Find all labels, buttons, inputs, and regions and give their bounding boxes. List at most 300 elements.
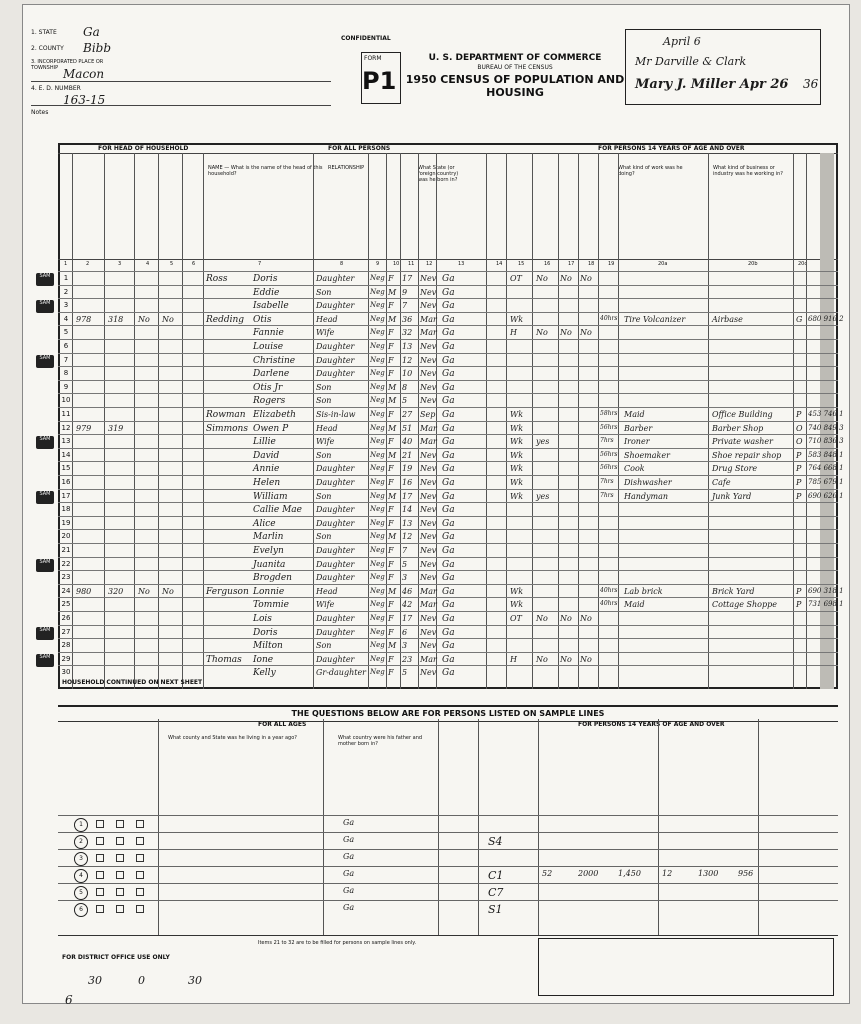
sample-cell-col26: S1	[488, 903, 503, 916]
form-label: FORM	[364, 55, 382, 62]
column-number: 3	[118, 261, 122, 267]
cell-surname: Redding	[206, 314, 245, 325]
table-row	[58, 421, 844, 435]
table-row	[58, 325, 838, 339]
sample-cell-bp: Ga	[343, 852, 355, 861]
cell-c15: Wk	[510, 450, 524, 460]
cell-code: 690 318 1	[808, 586, 844, 595]
cell-c17: No	[560, 614, 572, 623]
cell-occ: Ironer	[624, 437, 650, 447]
column-number: 9	[376, 261, 380, 267]
cell-cls: P	[796, 464, 802, 474]
cell-ms: Nev	[420, 287, 437, 297]
cell-c18: No	[580, 328, 592, 338]
cell-ms: Mar	[420, 600, 437, 610]
cell-given: Juanita	[253, 559, 286, 570]
cell-race: Neg	[370, 654, 385, 663]
cell-ms: Nev	[420, 627, 437, 637]
checkbox[interactable]	[136, 888, 144, 896]
line-number: 24	[61, 586, 71, 595]
parents-birth-question: What country were his father and mother born in?	[338, 735, 423, 747]
cell-age: 16	[402, 478, 413, 487]
cell-occ: Tire Volcanizer	[624, 314, 686, 324]
cell-rel: Son	[316, 382, 332, 392]
cell-cls: P	[796, 600, 802, 610]
cell-ms: Nev	[420, 491, 437, 501]
line-number: 7	[63, 355, 69, 364]
sample-line-tag: SAM	[36, 654, 54, 667]
cell-bp: Ga	[442, 437, 455, 448]
cell-age: 19	[402, 464, 413, 474]
cell-c16: No	[536, 274, 548, 283]
county-label: 2. COUNTY	[31, 45, 64, 52]
cell-acres: No	[162, 314, 174, 324]
cell-bp: Ga	[442, 573, 455, 584]
cell-rel: Head	[316, 423, 338, 433]
cell-given: Ione	[253, 654, 274, 665]
checkbox[interactable]	[96, 854, 104, 862]
cell-ms: Nev	[420, 478, 437, 487]
cell-age: 9	[402, 287, 408, 297]
cell-age: 17	[402, 491, 413, 501]
checkbox[interactable]	[116, 871, 124, 879]
cell-race: Neg	[370, 641, 385, 650]
cell-age: 40	[402, 437, 413, 447]
cell-code: 731 698 1	[808, 600, 844, 609]
cell-occ: Handyman	[624, 491, 669, 501]
cell-rel: Daughter	[316, 573, 355, 583]
column-number: 20a	[658, 261, 668, 267]
cell-occ: Barber	[624, 423, 653, 433]
bureau-title: BUREAU OF THE CENSUS	[477, 64, 553, 71]
cell-c15: Wk	[510, 478, 524, 487]
cell-occ: Shoemaker	[624, 450, 670, 460]
column-number: 1	[64, 261, 68, 267]
cell-ms: Mar	[420, 328, 437, 338]
cell-c19: 40hrs	[600, 314, 618, 322]
cell-race: Neg	[370, 450, 385, 459]
table-row	[39, 557, 838, 571]
cell-bp: Ga	[442, 668, 455, 679]
checkbox[interactable]	[116, 854, 124, 862]
county-value: Bibb	[83, 41, 112, 55]
form-id-box	[361, 52, 401, 104]
footer-instructions: Items 21 to 32 are to be filled for persons on sample lines only.	[258, 940, 417, 946]
cell-age: 13	[402, 518, 413, 528]
occupation-column-header: What kind of work was he doing?	[618, 165, 683, 177]
footer-questions-box	[538, 938, 834, 996]
cell-race: Neg	[370, 464, 385, 473]
table-row	[39, 652, 838, 666]
line-number: 16	[61, 478, 71, 486]
cell-bp: Ga	[442, 423, 455, 434]
cell-ms: Nev	[420, 396, 437, 406]
cell-ms: Nev	[420, 573, 437, 583]
cell-rel: Daughter	[316, 355, 355, 365]
cell-ms: Nev	[420, 546, 437, 555]
cell-sex: F	[388, 342, 394, 351]
cell-c15: Wk	[510, 464, 524, 474]
cell-hh: 320	[108, 586, 124, 596]
line-number: 2	[63, 287, 69, 296]
cell-code: 690 626 1	[808, 491, 844, 500]
sample-cell-col33: 12	[662, 869, 673, 878]
sample-cell-col31: 52	[542, 869, 553, 878]
cell-rel: Daughter	[316, 559, 355, 569]
table-row	[39, 434, 844, 448]
sample-cell-col31b: 2000	[578, 869, 599, 878]
sample-line-tag: SAM	[36, 436, 54, 449]
cell-given: Brogden	[253, 573, 292, 584]
table-row	[58, 584, 844, 598]
sample-row	[58, 900, 838, 917]
sample-line-number: 1	[74, 818, 88, 832]
cell-sex: F	[388, 654, 394, 664]
line-number: 5	[63, 328, 69, 337]
cell-rel: Daughter	[316, 654, 355, 664]
cell-age: 46	[402, 586, 413, 596]
cell-age: 8	[402, 382, 408, 392]
cell-rel: Wife	[316, 437, 335, 447]
cell-age: 27	[402, 410, 413, 419]
cell-occ: Maid	[624, 410, 645, 419]
cell-bp: Ga	[442, 369, 455, 380]
table-row	[39, 298, 838, 312]
line-number: 12	[61, 423, 71, 432]
cell-code: 785 679 1	[808, 478, 844, 486]
checkbox[interactable]	[96, 871, 104, 879]
cell-c19: 58hrs	[600, 410, 618, 417]
column-number: 12	[426, 261, 433, 267]
line-number: 19	[61, 518, 71, 527]
cell-race: Neg	[370, 369, 385, 378]
cell-sex: M	[388, 641, 397, 651]
cell-c19: 7hrs	[600, 478, 614, 485]
cell-sex: M	[388, 314, 397, 324]
cell-age: 32	[402, 328, 413, 338]
cell-race: Neg	[370, 301, 385, 310]
sample-cell-bp: Ga	[343, 818, 355, 827]
sample-cell-bp: Ga	[343, 869, 355, 878]
cell-race: Neg	[370, 546, 385, 554]
cell-c15: Wk	[510, 314, 524, 324]
cell-c15: OT	[510, 614, 522, 623]
cell-c19: 56hrs	[600, 423, 618, 431]
line-number: 23	[61, 573, 71, 582]
sample-line-tag: SAM	[36, 273, 54, 286]
supervisor-signature: Mary J. Miller Apr 26	[635, 77, 789, 92]
cell-rel: Wife	[316, 600, 335, 610]
cell-bp: Ga	[442, 382, 455, 393]
state-value: Ga	[83, 25, 100, 39]
cell-sex: F	[388, 559, 394, 569]
cell-age: 5	[402, 559, 408, 569]
cell-bp: Ga	[442, 274, 455, 284]
cell-code: 583 848 1	[808, 450, 844, 459]
line-number: 8	[63, 369, 69, 378]
place-label: 3. INCORPORATED PLACE OR TOWNSHIP	[31, 59, 104, 71]
checkbox[interactable]	[96, 905, 104, 913]
column-numbers	[58, 260, 838, 270]
cell-rel: Daughter	[316, 614, 355, 623]
table-row	[58, 380, 838, 394]
column-number: 19	[608, 261, 615, 267]
cell-surname: Rowman	[206, 410, 246, 420]
cell-race: Neg	[370, 559, 385, 568]
table-row	[58, 339, 838, 353]
cell-rel: Gr-daughter	[316, 668, 367, 678]
column-number: 10	[393, 261, 400, 267]
cell-rel: Sis-in-law	[316, 410, 356, 419]
cell-c19: 7hrs	[600, 491, 614, 499]
table-row	[58, 638, 838, 652]
cell-bp: Ga	[442, 396, 455, 407]
cell-c17: No	[560, 274, 572, 283]
checkbox[interactable]	[136, 820, 144, 828]
cell-c15: Wk	[510, 600, 524, 610]
line-number: 10	[61, 396, 71, 405]
cell-ms: Mar	[420, 314, 437, 324]
cell-age: 36	[402, 314, 413, 324]
cell-age: 42	[402, 600, 413, 610]
cell-age: 10	[402, 369, 413, 379]
cell-age: 5	[402, 396, 408, 406]
cell-ms: Nev	[420, 355, 437, 365]
cell-hh: 318	[108, 314, 124, 324]
checkbox[interactable]	[96, 820, 104, 828]
cell-ms: Nev	[420, 450, 437, 460]
relationship-column-header: RELATIONSHIP	[328, 165, 365, 171]
cell-c16: No	[536, 328, 548, 338]
cell-occ: Cook	[624, 464, 645, 474]
census-sheet	[22, 4, 850, 1007]
cell-given: William	[253, 491, 288, 502]
line-number: 14	[61, 450, 71, 459]
cell-bp: Ga	[442, 654, 455, 665]
count-b: 0	[138, 974, 145, 987]
cell-race: Neg	[370, 518, 385, 527]
cell-ms: Nev	[420, 464, 437, 474]
cell-given: Otis Jr	[253, 382, 283, 393]
cell-rel: Son	[316, 450, 332, 460]
cell-given: Elizabeth	[253, 410, 296, 420]
cell-cls: P	[796, 478, 802, 487]
column-number: 5	[170, 261, 174, 267]
cell-ms: Nev	[420, 382, 437, 392]
column-number: 2	[86, 261, 90, 267]
table-row	[58, 516, 838, 530]
cell-given: Rogers	[253, 396, 286, 407]
date-started: April 6	[663, 35, 701, 48]
cell-rel: Daughter	[316, 342, 355, 351]
sample-cell-col31c: 1,450	[618, 869, 641, 878]
line-number: 9	[63, 382, 69, 391]
sample-line-tag: SAM	[36, 491, 54, 504]
cell-dwell: 979	[76, 423, 92, 433]
checkbox[interactable]	[136, 871, 144, 879]
cell-c17: No	[560, 654, 572, 664]
cell-given: Alice	[253, 518, 276, 529]
cell-dwell: 980	[76, 586, 92, 596]
checkbox[interactable]	[136, 837, 144, 845]
page-note: 6	[65, 993, 73, 1007]
sample-line-tag: SAM	[36, 355, 54, 368]
cell-c15: Wk	[510, 491, 524, 501]
form-code: P1	[362, 67, 397, 95]
cell-rel: Daughter	[316, 301, 355, 311]
cell-given: Christine	[253, 355, 296, 366]
sample-cell-col26: S4	[488, 835, 503, 848]
cell-cls: P	[796, 491, 802, 501]
cell-ind: Cottage Shoppe	[712, 600, 777, 610]
cell-bp: Ga	[442, 314, 455, 325]
cell-sex: F	[388, 505, 394, 515]
checkbox[interactable]	[96, 888, 104, 896]
line-number: 3	[63, 301, 69, 310]
cell-farm: No	[138, 586, 150, 596]
cell-c17: No	[560, 328, 572, 338]
birthplace-column-header: What State (or foreign country) was he born in?	[418, 165, 459, 183]
cell-bp: Ga	[442, 505, 455, 516]
checkbox[interactable]	[116, 820, 124, 828]
checkbox[interactable]	[136, 905, 144, 913]
cell-cls: O	[796, 423, 803, 433]
cell-occ: Dishwasher	[624, 478, 672, 487]
cell-rel: Son	[316, 641, 332, 651]
line-number: 17	[61, 491, 71, 500]
cell-age: 12	[402, 532, 413, 542]
section-all-persons: FOR ALL PERSONS	[328, 145, 391, 152]
sample-cell-col26: C7	[488, 886, 504, 899]
cell-rel: Daughter	[316, 464, 355, 474]
cell-c19: 56hrs	[600, 450, 618, 458]
cell-rel: Daughter	[316, 505, 355, 515]
cell-bp: Ga	[442, 450, 455, 461]
column-number: 8	[340, 261, 344, 267]
cell-age: 7	[402, 546, 408, 555]
cell-code: 740 849 3	[808, 423, 844, 432]
cell-race: Neg	[370, 437, 385, 446]
cell-rel: Wife	[316, 328, 335, 338]
cell-c15: Wk	[510, 423, 524, 433]
cell-ms: Sep	[420, 410, 436, 419]
sample-cell-bp: Ga	[343, 903, 355, 912]
column-number: 16	[544, 261, 551, 267]
cell-race: Neg	[370, 274, 385, 282]
table-row	[39, 625, 838, 639]
cell-given: Callie Mae	[253, 505, 302, 516]
cell-age: 13	[402, 342, 413, 351]
section-divider	[58, 153, 838, 154]
checkbox[interactable]	[116, 837, 124, 845]
line-number: 6	[63, 342, 69, 350]
table-row	[39, 489, 844, 503]
cell-c18: No	[580, 274, 592, 283]
cell-sex: F	[388, 328, 394, 338]
cell-cls: O	[796, 437, 803, 447]
line-number: 30	[61, 668, 71, 677]
cell-cls: P	[796, 410, 802, 419]
cell-farm: No	[138, 314, 150, 324]
cell-ms: Mar	[420, 437, 437, 447]
sample-row	[58, 815, 838, 832]
sheet-number: 36	[803, 77, 819, 91]
table-row	[58, 285, 838, 299]
cell-race: Neg	[370, 410, 385, 418]
cell-ind: Airbase	[712, 314, 743, 324]
cell-sex: M	[388, 532, 397, 542]
cell-bp: Ga	[442, 546, 455, 556]
cell-ms: Nev	[420, 274, 437, 283]
cell-given: Lonnie	[253, 586, 285, 597]
cell-c16: No	[536, 614, 548, 623]
cell-sex: F	[388, 464, 394, 474]
column-number: 17	[568, 261, 575, 267]
sample-row	[58, 832, 838, 849]
table-row	[58, 570, 838, 584]
cell-ms: Nev	[420, 301, 437, 311]
line-number: 13	[61, 437, 71, 446]
cell-given: Milton	[253, 641, 283, 652]
cell-given: Fannie	[253, 328, 284, 339]
column-number: 18	[588, 261, 595, 267]
cell-age: 3	[402, 573, 408, 583]
cell-rel: Head	[316, 314, 338, 324]
cell-given: Evelyn	[253, 546, 284, 556]
table-row	[58, 448, 844, 462]
sample-persons-14: FOR PERSONS 14 YEARS OF AGE AND OVER	[578, 721, 725, 728]
cell-sex: F	[388, 437, 394, 447]
cell-sex: F	[388, 614, 394, 623]
sample-cell-bp: Ga	[343, 835, 355, 844]
checkbox[interactable]	[116, 905, 124, 913]
cell-occ: Maid	[624, 600, 645, 610]
column-number: 11	[408, 261, 415, 267]
cell-given: David	[253, 450, 280, 461]
checkbox[interactable]	[96, 837, 104, 845]
cell-sex: M	[388, 382, 397, 392]
cell-age: 21	[402, 450, 413, 460]
cell-ind: Drug Store	[712, 464, 758, 474]
cell-age: 17	[402, 274, 413, 283]
column-number: 20c	[798, 261, 808, 267]
cell-code: 680 916 2	[808, 314, 844, 323]
cell-race: Neg	[370, 382, 385, 391]
line-number: 15	[61, 464, 71, 473]
cell-surname: Ross	[206, 274, 228, 284]
section-head-of-household: FOR HEAD OF HOUSEHOLD	[98, 145, 189, 152]
cell-given: Kelly	[253, 668, 276, 679]
cell-sex: F	[388, 600, 394, 610]
cell-given: Marlin	[253, 532, 284, 543]
sample-cell-col26: C1	[488, 869, 504, 882]
line-number: 11	[61, 410, 71, 418]
checkbox[interactable]	[116, 888, 124, 896]
cell-c15: Wk	[510, 437, 524, 447]
cell-bp: Ga	[442, 641, 455, 652]
cell-c19: 56hrs	[600, 464, 618, 472]
sample-section-title: THE QUESTIONS BELOW ARE FOR PERSONS LISTED ON SAMPLE LINES	[58, 705, 838, 722]
cell-given: Lillie	[253, 437, 276, 448]
count-c: 30	[188, 974, 202, 987]
cell-age: 51	[402, 423, 413, 433]
cell-c19: 7hrs	[600, 437, 614, 445]
cell-ms: Nev	[420, 369, 437, 379]
line-number: 4	[63, 314, 69, 323]
checkbox[interactable]	[136, 854, 144, 862]
sample-line-number: 2	[74, 835, 88, 849]
table-row	[58, 529, 838, 543]
